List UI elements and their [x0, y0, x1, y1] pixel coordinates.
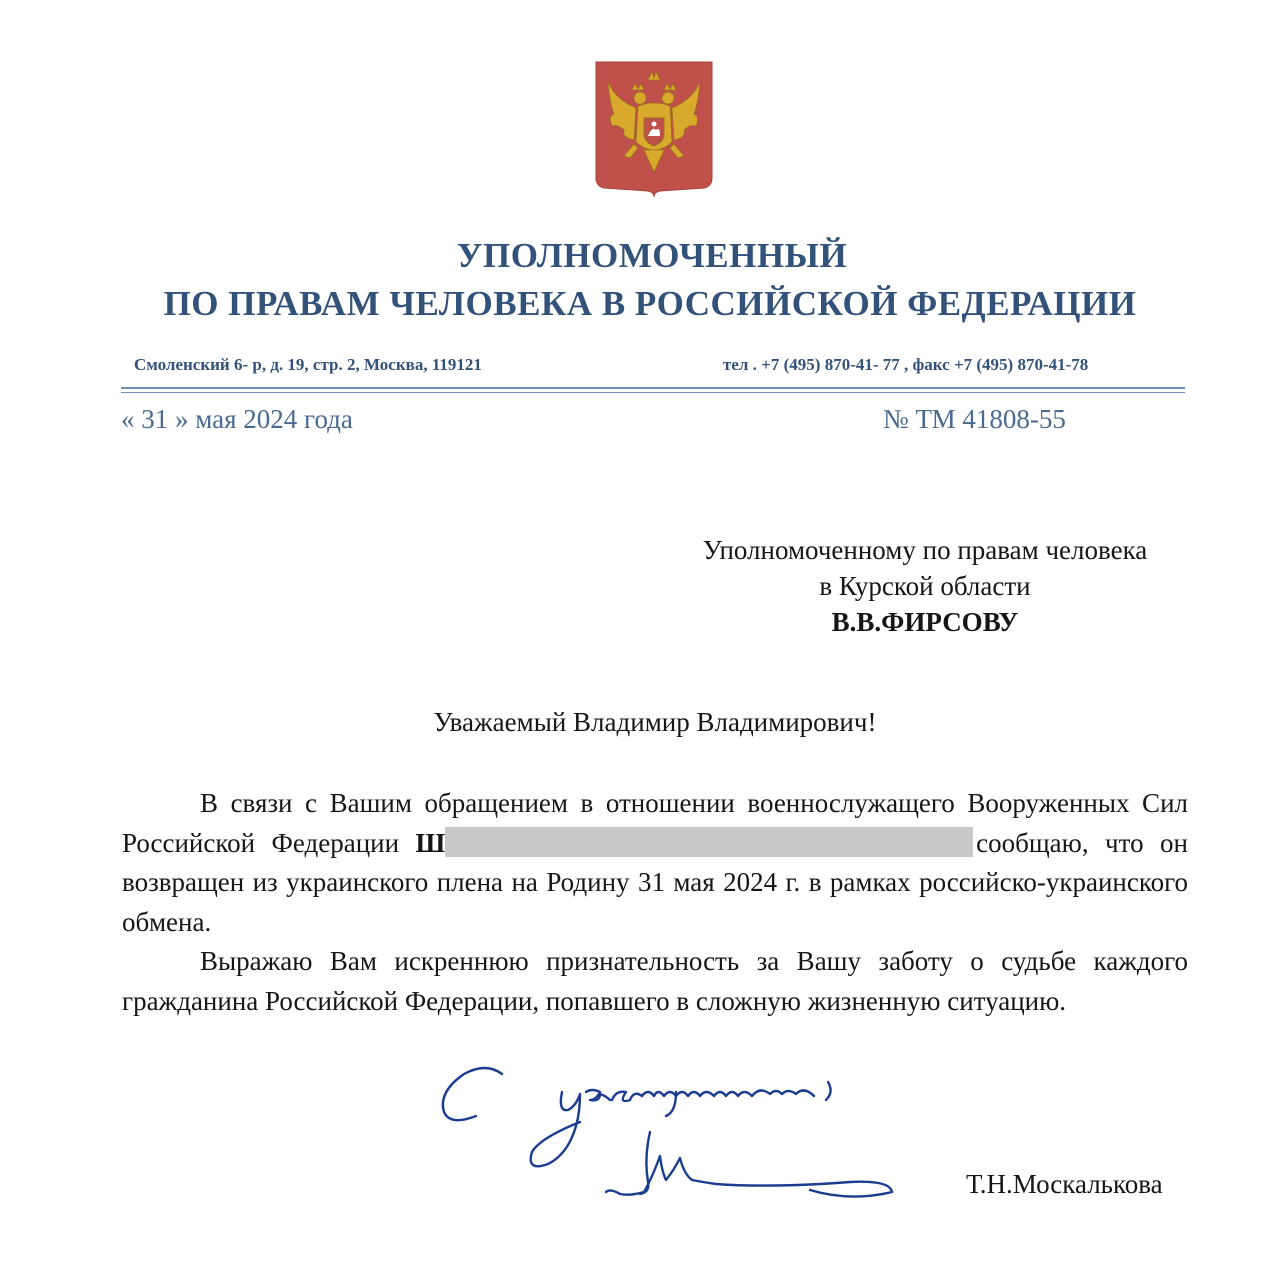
header-divider — [121, 387, 1185, 389]
addressee-block — [600, 532, 1250, 640]
redaction-bar — [445, 827, 973, 857]
letter-body — [122, 784, 1188, 1021]
letter-date: « 31 » мая 2024 года — [121, 404, 353, 434]
salutation: Уважаемый Владимир Владимирович! — [433, 707, 877, 737]
document-number: № ТМ 41808-55 — [883, 404, 1066, 434]
signer-name: Т.Н.Москалькова — [966, 1169, 1163, 1199]
institution-title-line2: ПО ПРАВАМ ЧЕЛОВЕКА В РОССИЙСКОЙ ФЕДЕРАЦИИ — [163, 284, 1137, 323]
coat-of-arms-emblem — [594, 60, 714, 198]
header-divider-thin — [121, 392, 1185, 393]
institution-title-line1: УПОЛНОМОЧЕННЫЙ — [456, 236, 848, 275]
handwritten-signature — [430, 1052, 910, 1232]
paragraph-1-start: В связи с Вашим обращением в отношении военнослужащего Вооруженных Сил Российской Федерации — [122, 788, 1188, 858]
addressee-line1: Уполномоченному по правам человека — [702, 535, 1148, 565]
office-address: Смоленский 6- р, д. 19, стр. 2, Москва, 119121 — [134, 355, 482, 374]
addressee-line2: в Курской области — [819, 571, 1031, 601]
body-paragraph-1 — [122, 784, 1188, 942]
body-paragraph-2: Выражаю Вам искреннюю признательность за Вашу заботу о судьбе каждого гражданина Российской Федерации, попавшего в сложную жизненную ситуацию. — [122, 946, 1188, 1016]
addressee-name: В.В.ФИРСОВУ — [831, 607, 1019, 637]
redacted-name-initial: Ш — [415, 827, 446, 858]
phone-fax: тел . +7 (495) 870-41- 77 , факс +7 (495) 870-41-78 — [723, 355, 1089, 374]
paragraph-1-end: сообщаю, что он возвращен из украинского плена на Родину 31 мая 2024 г. в рамках российско-украинского обмена. — [122, 827, 1188, 937]
